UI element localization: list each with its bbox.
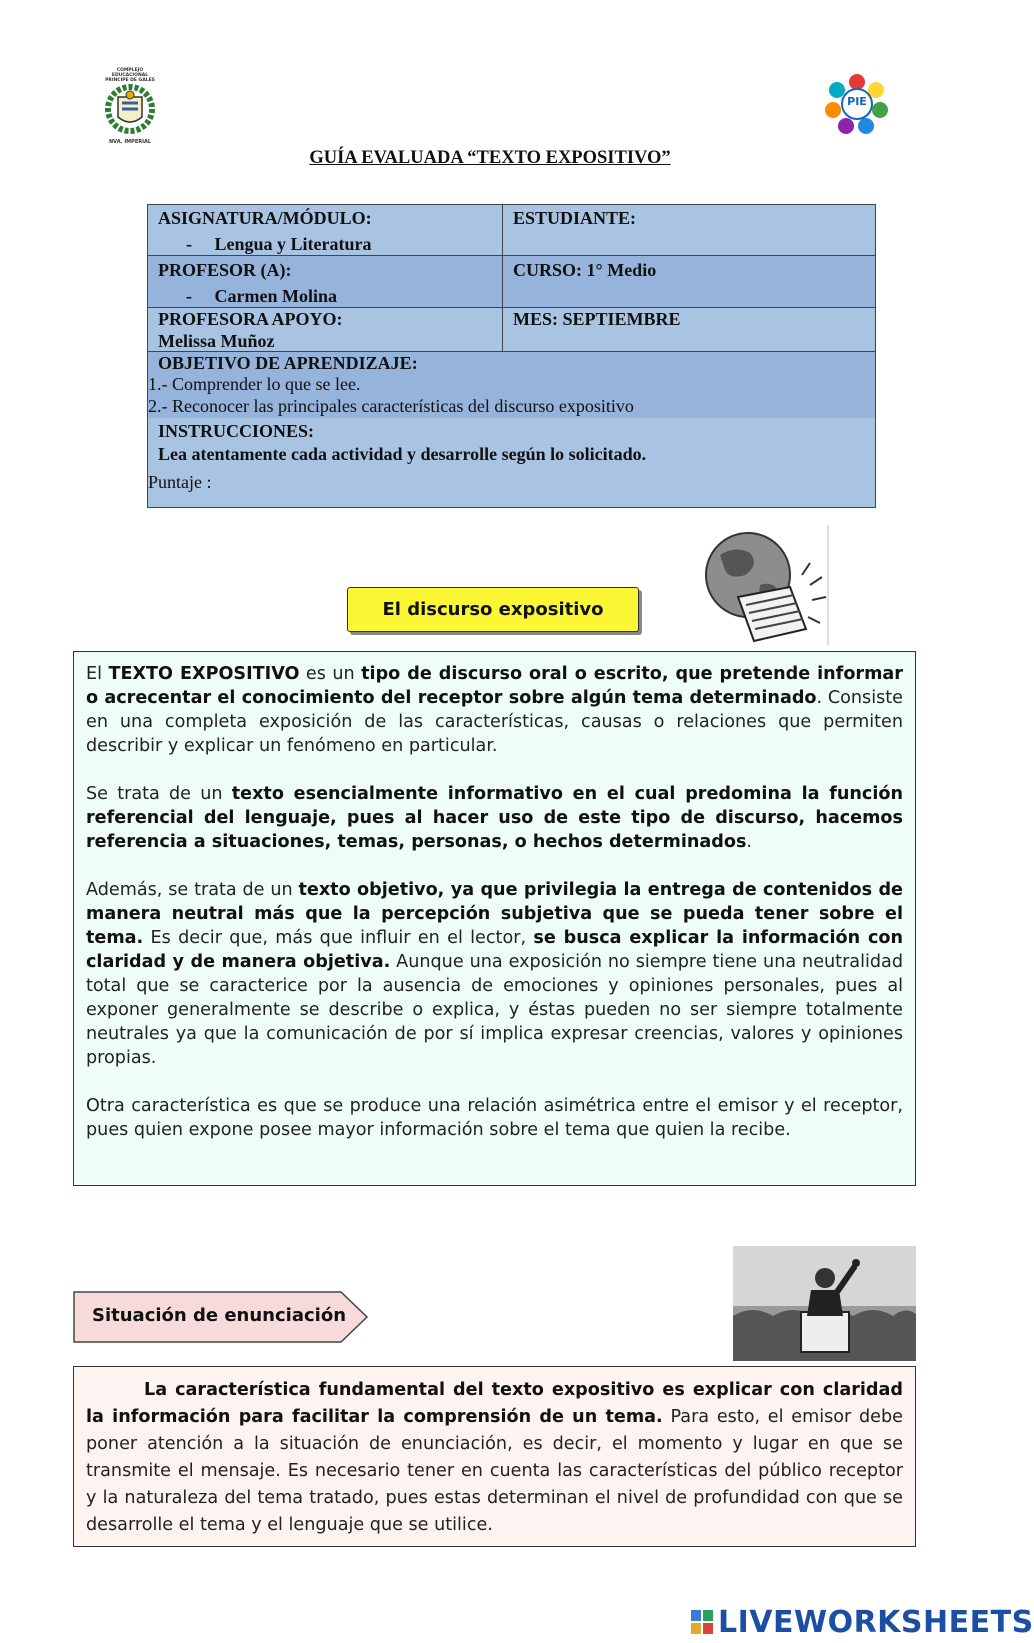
crest-line-1: COMPLEJO EDUCACIONAL — [111, 68, 149, 78]
asignatura-value: - Lengua y Literatura — [186, 234, 372, 254]
cell-apoyo — [148, 308, 503, 352]
bold-text-run: texto objetivo, ya que privilegia la entrega de contenidos de manera neutral más que la percepción subjetiva que se pueda tener sobre el tema. — [86, 880, 903, 948]
paragraph-2 — [86, 782, 903, 854]
crest-line-2: PRINCIPE DE GALES — [105, 78, 155, 83]
text-run: es un — [299, 664, 362, 684]
section-label-discurso: El discurso expositivo — [347, 587, 639, 632]
instrucciones-value: Lea atentamente cada actividad y desarrolle según lo solicitado. — [158, 444, 647, 464]
section-label-situacion: Situación de enunciación — [92, 1305, 347, 1326]
cell-objetivo — [148, 352, 875, 418]
cell-curso — [503, 256, 875, 308]
cell-asignatura — [148, 205, 503, 256]
liveworksheets-logo-icon — [690, 1608, 714, 1636]
paragraph-4 — [86, 1094, 903, 1142]
cell-estudiante — [503, 205, 875, 256]
cell-profesor — [148, 256, 503, 308]
pie-logo-text: PIE — [847, 95, 867, 108]
profesor-label: PROFESOR (A): — [158, 260, 292, 280]
text-run: Se trata de un — [86, 784, 232, 804]
bold-text-run: tipo de discurso oral o escrito, que pretende informar o acrecentar el conocimiento del receptor sobre algún tema determinado — [86, 664, 903, 708]
globe-newspaper-illustration — [690, 525, 830, 645]
paragraph-1 — [86, 662, 903, 758]
objetivo-2: 2.- Reconocer las principales características del discurso expositivo — [148, 396, 634, 416]
page-title: GUÍA EVALUADA “TEXTO EXPOSITIVO” — [309, 148, 671, 168]
school-crest-logo — [100, 68, 160, 145]
objetivo-1: 1.- Comprender lo que se lee. — [148, 374, 361, 394]
text-run: Para esto, el emisor debe poner atención a la situación de enunciación, es decir, el momento y lugar en que se transmite el mensaje. Es necesario tener en cuenta las características del público receptor y la naturaleza del tema tratado, pues estas determinan el nivel de profundidad con que se desarrolle el tema y el lenguaje que se utilice. — [86, 1407, 903, 1535]
puntaje-label: Puntaje : — [148, 472, 212, 492]
mes-label: MES: SEPTIEMBRE — [513, 309, 681, 329]
text-run: . Consiste en una completa exposición de las características, causas o relaciones que permiten describir y explicar un fenómeno en particular. — [86, 688, 903, 756]
crest-top-text — [100, 68, 160, 83]
bold-text-run: texto esencialmente informativo en el cual predomina la función referencial del lenguaje, pues al hacer uso de este tipo de discurso, hacemos referencia a situaciones, temas, personas, o hechos determinados — [86, 784, 904, 852]
apoyo-label: PROFESORA APOYO: — [158, 309, 343, 329]
liveworksheets-brand: LIVEWORKSHEETS — [718, 1605, 1034, 1640]
bold-text-run: La característica fundamental del texto expositivo es explicar con claridad la información para facilitar la comprensión de un tema. — [86, 1380, 903, 1427]
paragraph-3 — [86, 878, 903, 1070]
crest-bottom-text: NVA. IMPERIAL — [109, 139, 151, 145]
text-run: . — [746, 832, 753, 852]
objetivo-label: OBJETIVO DE APRENDIZAJE: — [158, 353, 418, 373]
content-box-situacion — [73, 1366, 916, 1547]
cell-instrucciones — [148, 418, 875, 507]
speaker-crowd-illustration — [733, 1246, 916, 1361]
bold-text-run: TEXTO EXPOSITIVO — [108, 664, 300, 684]
paragraph-situacion — [86, 1377, 903, 1539]
text-run: Además, se trata de un — [86, 880, 299, 900]
crest-icon — [100, 83, 160, 135]
estudiante-label: ESTUDIANTE: — [513, 208, 637, 228]
info-table — [147, 204, 876, 508]
text-run: El — [86, 664, 109, 684]
text-run: Aunque una exposición no siempre tiene una neutralidad total que se caracterice por la ausencia de emociones y opiniones personales, pues al exponer generalmente se describe o explica, y éstas pueden no ser siempre totalmente neutrales ya que la comunicación de por sí implica expresar creencias, valores y opiniones propias. — [86, 952, 903, 1068]
profesor-value: - Carmen Molina — [186, 286, 337, 306]
content-box-discurso — [73, 651, 916, 1186]
curso-label: CURSO: 1° Medio — [513, 260, 657, 280]
text-run: Es decir que, más que influir en el lector, — [143, 928, 534, 948]
instrucciones-label: INSTRUCCIONES: — [158, 421, 315, 441]
apoyo-value: Melissa Muñoz — [158, 331, 275, 351]
text-run: Otra característica es que se produce una relación asimétrica entre el emisor y el receptor, pues quien expone posee mayor información sobre el tema que quien la recibe. — [86, 1096, 903, 1140]
bold-text-run: se busca explicar la información con claridad y de manera objetiva. — [86, 928, 903, 972]
pie-logo — [818, 70, 896, 134]
cell-mes — [503, 308, 875, 352]
asignatura-label: ASIGNATURA/MÓDULO: — [158, 208, 372, 228]
